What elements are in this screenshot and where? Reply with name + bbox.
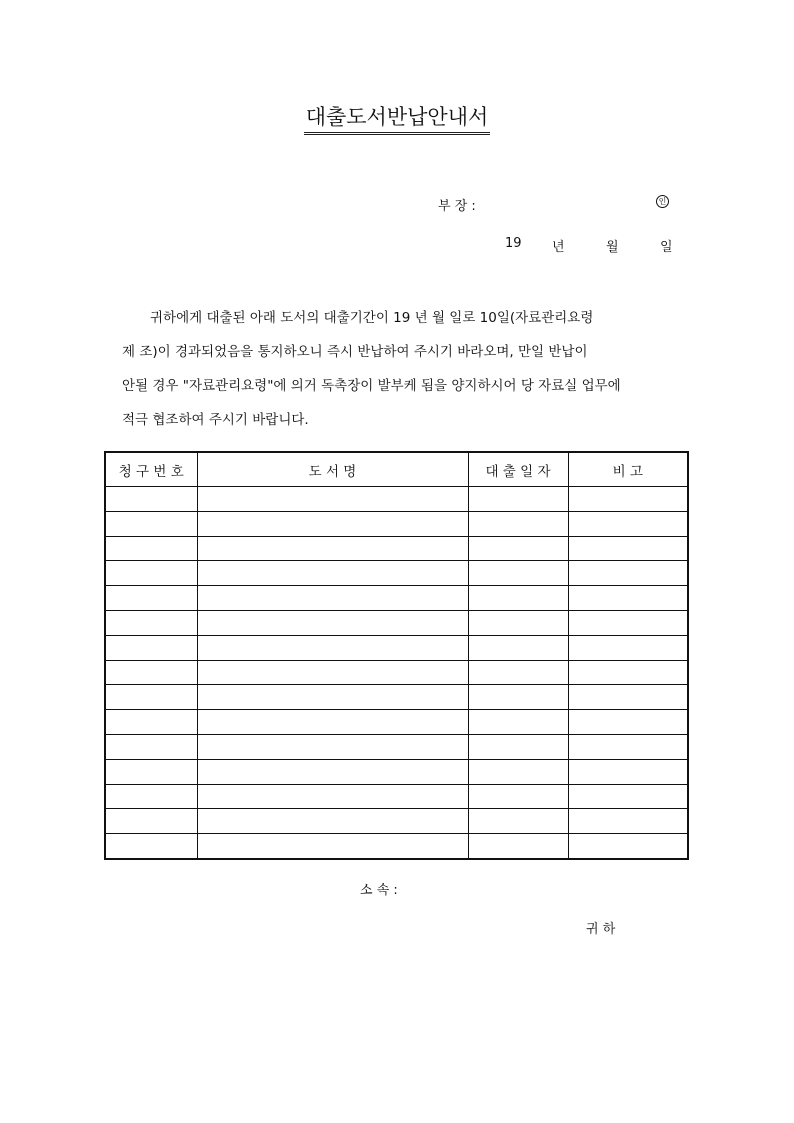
table-cell [197, 710, 468, 735]
table-row [105, 784, 688, 809]
title-text: 대출도서반납안내서 [304, 104, 491, 135]
table-row [105, 635, 688, 660]
table-row [105, 561, 688, 586]
table-cell [105, 834, 197, 859]
table-cell [468, 635, 568, 660]
col-call-number: 청 구 번 호 [105, 452, 197, 487]
table-row [105, 487, 688, 512]
table-cell [568, 635, 688, 660]
table-cell [568, 685, 688, 710]
dept-head-label: 부 장 : [438, 199, 476, 214]
table-cell [468, 784, 568, 809]
table-row [105, 759, 688, 784]
table-cell [468, 809, 568, 834]
table-cell [468, 586, 568, 611]
body-line-3: 안될 경우 "자료관리요령"에 의거 독촉장이 발부케 됨을 양지하시어 당 자료실 업무에 [122, 378, 621, 394]
table-cell [197, 635, 468, 660]
table-cell [197, 586, 468, 611]
table-cell [568, 660, 688, 685]
date-year: 19 [505, 236, 522, 251]
table-cell [568, 586, 688, 611]
table-cell [568, 784, 688, 809]
loan-table [104, 451, 689, 860]
table-cell [105, 561, 197, 586]
table-cell [568, 710, 688, 735]
table-cell [468, 734, 568, 759]
seal-mark [656, 193, 669, 208]
table-cell [468, 610, 568, 635]
table-cell [105, 759, 197, 784]
table-row [105, 710, 688, 735]
table-cell [197, 610, 468, 635]
table-row [105, 685, 688, 710]
table-cell [468, 561, 568, 586]
table-cell [568, 834, 688, 859]
table-cell [568, 511, 688, 536]
table-cell [568, 487, 688, 512]
table-cell [197, 784, 468, 809]
table-cell [105, 586, 197, 611]
table-cell [105, 536, 197, 561]
table-cell [568, 561, 688, 586]
col-book-title: 도 서 명 [197, 452, 468, 487]
table-cell [105, 685, 197, 710]
body-line-1: 귀하에게 대출된 아래 도서의 대출기간이 19 년 월 일로 10일(자료관리요령 [150, 310, 594, 326]
table-cell [105, 734, 197, 759]
table-cell [105, 710, 197, 735]
table-cell [468, 685, 568, 710]
affiliation-label: 소 속 : [360, 883, 398, 898]
col-loan-date: 대 출 일 자 [468, 452, 568, 487]
table-cell [105, 660, 197, 685]
table-row [105, 610, 688, 635]
table-cell [105, 610, 197, 635]
table-cell [197, 685, 468, 710]
table-row [105, 734, 688, 759]
table-cell [468, 511, 568, 536]
table-row [105, 511, 688, 536]
table-cell [197, 759, 468, 784]
table-cell [568, 610, 688, 635]
table-row [105, 834, 688, 859]
table-cell [197, 834, 468, 859]
table-cell [468, 710, 568, 735]
table-cell [568, 809, 688, 834]
table-cell [468, 487, 568, 512]
body-line-2: 제 조)이 경과되었음을 통지하오니 즉시 반납하여 주시기 바라오며, 만일 반납이 [122, 344, 588, 360]
table-cell [105, 635, 197, 660]
table-cell [468, 759, 568, 784]
table-cell [568, 759, 688, 784]
table-cell [105, 809, 197, 834]
table-cell [197, 487, 468, 512]
table-cell [197, 536, 468, 561]
table-row [105, 586, 688, 611]
table-body [105, 487, 688, 859]
table-cell [197, 734, 468, 759]
date-year-unit: 년 [552, 240, 565, 255]
table-row [105, 660, 688, 685]
table-cell [468, 834, 568, 859]
table-cell [468, 660, 568, 685]
table-cell [197, 511, 468, 536]
table-cell [568, 536, 688, 561]
table-cell [197, 660, 468, 685]
date-month-unit: 월 [606, 240, 619, 255]
table-row [105, 536, 688, 561]
col-remarks: 비 고 [568, 452, 688, 487]
table-cell [105, 511, 197, 536]
table-cell [197, 561, 468, 586]
body-line-4: 적극 협조하여 주시기 바랍니다. [122, 412, 309, 428]
page-title [0, 104, 794, 135]
table-cell [468, 536, 568, 561]
table-cell [197, 809, 468, 834]
seal-icon: 인 [656, 195, 669, 208]
date-day-unit: 일 [660, 240, 673, 255]
table-cell [105, 784, 197, 809]
table-cell [105, 487, 197, 512]
table-header-row [105, 452, 688, 487]
table-cell [568, 734, 688, 759]
table-row [105, 809, 688, 834]
honorific: 귀 하 [586, 922, 616, 937]
